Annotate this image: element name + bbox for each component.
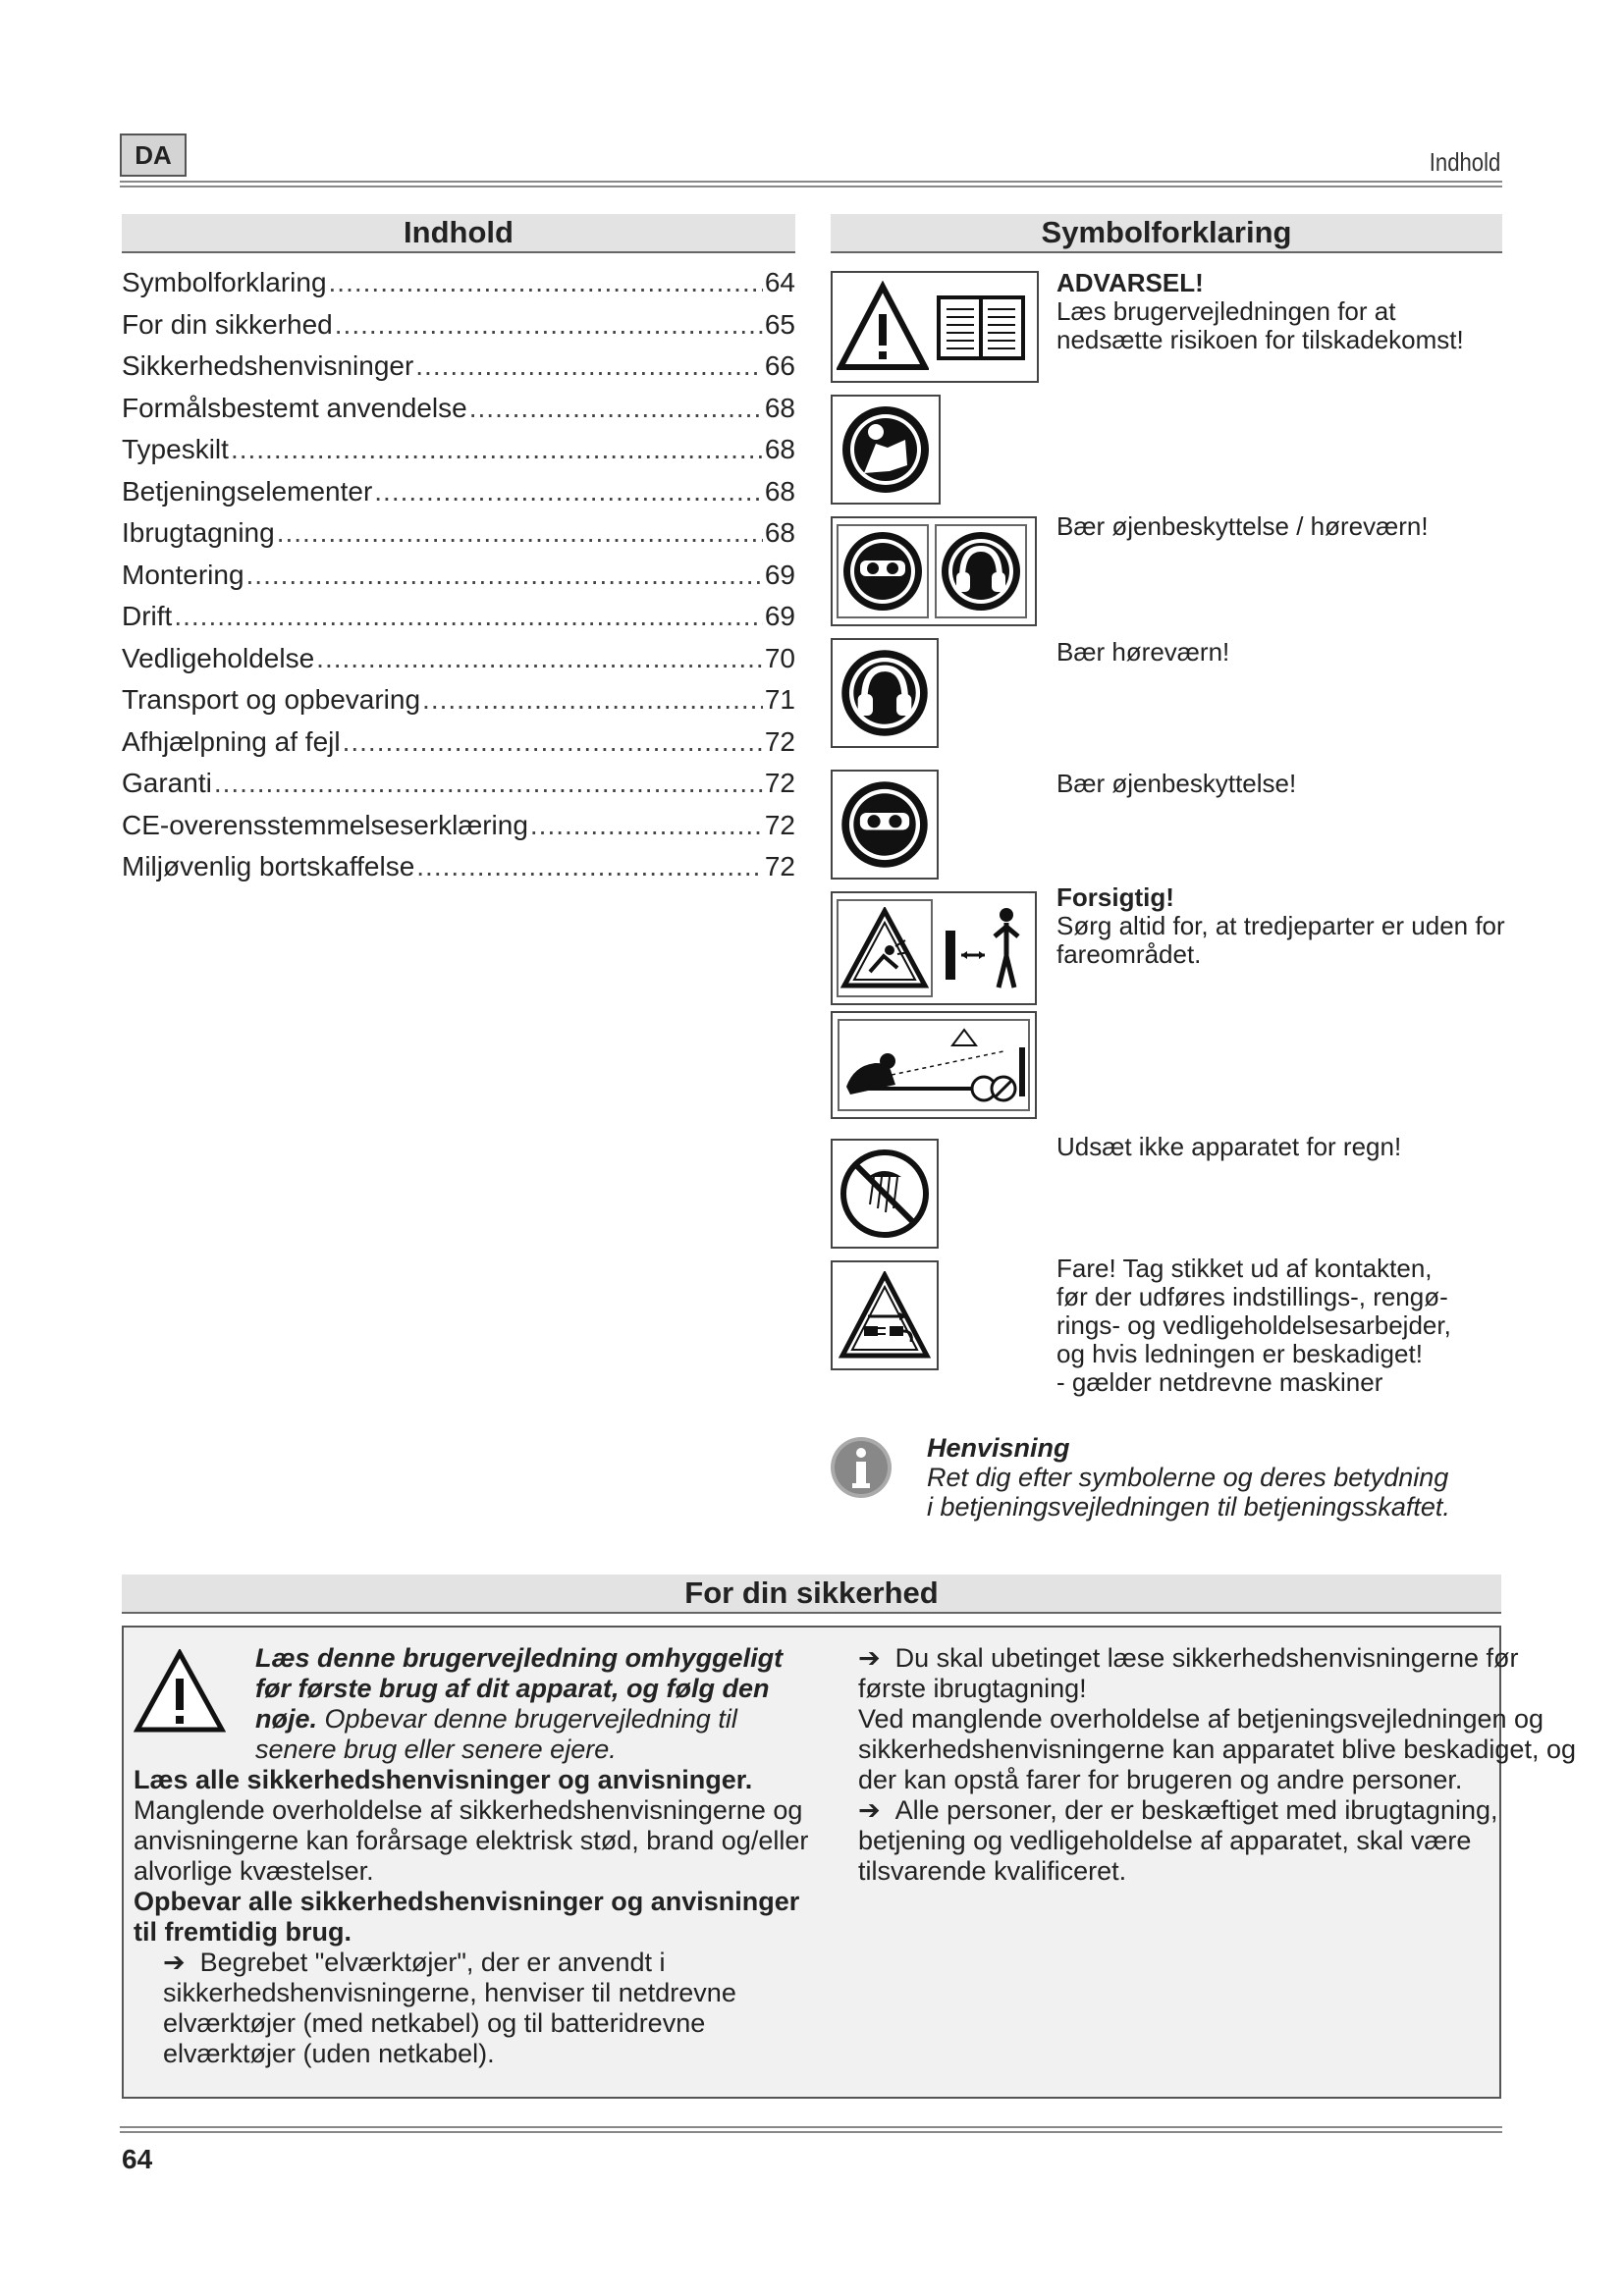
operator-distance-symbol (831, 1011, 1037, 1119)
toc-leader-dots (416, 851, 763, 882)
unplug-line: rings- og vedligeholdelsesarbejder, (1056, 1310, 1451, 1340)
operator-distance-icon (837, 1018, 1031, 1112)
no-rain-symbol (831, 1139, 939, 1249)
safety-paragraph-1 (134, 1765, 811, 1887)
safety-p1-rest: Manglende overholdelse af sikkerhedshenvisningerne og anvisningerne kan forårsage elektrisk stød, brand og/eller alvorlige kvæstelser. (134, 1795, 809, 1886)
ear-protection-icon (939, 529, 1023, 614)
toc-entry[interactable] (122, 684, 795, 726)
thrown-objects-warning-icon (840, 907, 929, 989)
toc-entry-page: 70 (764, 642, 795, 673)
caution-text-block (1056, 883, 1508, 969)
toc-entry-title: Drift (122, 601, 173, 631)
toc-entry-page: 64 (764, 267, 795, 297)
safety-paragraph-2 (134, 1887, 811, 1948)
toc-entry-title: CE-overensstemmelseserklæring (122, 809, 528, 840)
header-rule (120, 181, 1502, 183)
read-manual-symbol (831, 395, 941, 505)
eye-protection-symbol (831, 770, 939, 880)
unplug-text-block (1056, 1255, 1508, 1397)
toc-entry-title: Sikkerhedshenvisninger (122, 350, 414, 381)
toc-entry-title: Montering (122, 559, 244, 590)
toc-entry[interactable] (122, 517, 795, 560)
toc-entry-title: Miljøvenlig bortskaffelse (122, 851, 415, 881)
toc-entry-title: Ibrugtagning (122, 517, 275, 548)
safety-box (122, 1626, 1576, 2099)
read-manual-icon (839, 402, 933, 497)
note-block (927, 1433, 1506, 1522)
toc-entry-title: Garanti (122, 768, 212, 798)
unplug-line: før der udføres indstillings-, rengø- (1056, 1282, 1448, 1311)
safety-heading: For din sikkerhed (122, 1575, 1501, 1614)
toc-entry-page: 68 (764, 475, 795, 507)
toc-leader-dots (174, 601, 763, 632)
safety-bullet-1 (134, 1948, 811, 2069)
note-line: i betjeningsvejledningen til betjeningsskaftet. (927, 1492, 1450, 1522)
toc-entry-title: Afhjælpning af fejl (122, 725, 341, 757)
safety-right-text: Du skal ubetinget læse sikkerhedshenvisningerne før første ibrugtagning! (858, 1643, 1519, 1703)
safety-left-column (134, 1643, 811, 2069)
safety-right-bullet-2 (858, 1795, 1585, 1887)
unplug-line: Fare! Tag stikket ud af kontakten, (1056, 1254, 1433, 1283)
toc-leader-dots (214, 768, 763, 799)
safety-right-column (858, 1643, 1585, 1887)
ear-protection-symbol (831, 638, 939, 748)
unplug-warning-icon (839, 1271, 931, 1360)
caution-text: Sørg altid for, at tredjeparter er uden for fareområdet. (1056, 911, 1505, 969)
toc-entry-title: Betjeningselementer (122, 475, 373, 507)
safety-intro-rest: Opbevar denne brugervejledning til senere brug eller senere ejere. (255, 1704, 737, 1764)
toc-entry-title: Typeskilt (122, 434, 229, 464)
toc-leader-dots (335, 309, 763, 341)
toc-leader-dots (422, 684, 763, 716)
warning-manual-symbol (831, 271, 1039, 383)
eye-ear-text: Bær øjenbeskyttelse / høreværn! (1056, 511, 1429, 541)
toc-entry[interactable] (122, 851, 795, 893)
toc-entry[interactable] (122, 476, 795, 518)
toc-entry-page: 69 (764, 601, 795, 631)
safety-right-text: Alle personer, der er beskæftiget med ibrugtagning, betjening og vedligeholdelse af apparatet, skal være tilsvarende kvalificeret. (858, 1795, 1498, 1886)
toc-entry[interactable] (122, 393, 795, 435)
safety-intro (134, 1643, 811, 1765)
toc-entry[interactable] (122, 810, 795, 852)
toc-leader-dots (343, 726, 763, 758)
toc-entry-title: For din sikkerhed (122, 308, 333, 340)
bystander-distance-symbol (831, 891, 1037, 1005)
toc-entry-page: 68 (764, 434, 795, 464)
toc-entry[interactable] (122, 309, 795, 351)
unplug-warning-symbol (831, 1260, 939, 1370)
toc-leader-dots (329, 267, 763, 298)
toc-heading: Indhold (122, 214, 795, 253)
safety-bullet-text: Begrebet "elværktøjer", der er anvendt i sikkerhedshenvisningerne, henviser til netdrevne elværktøjer (med netkabel) og til batteridrevne elværktøjer (uden netkabel). (163, 1948, 736, 2068)
info-icon (829, 1435, 893, 1500)
toc-leader-dots (316, 643, 763, 674)
caution-title: Forsigtig! (1056, 882, 1174, 912)
toc-entry-page: 65 (764, 308, 795, 340)
toc-entry-title: Transport og opbevaring (122, 684, 421, 715)
toc-leader-dots (231, 434, 763, 465)
header-section-label: Indhold (1429, 147, 1500, 177)
safety-right-paragraph: Ved manglende overholdelse af betjeningsvejledningen og sikkerhedshenvisningerne kan apparatet blive beskadiget, og der kan opstå farer for brugeren og andre personer. (858, 1704, 1576, 1794)
toc-entry[interactable] (122, 267, 795, 309)
arrow-icon: ➔ (858, 1643, 895, 1673)
toc-entry[interactable] (122, 350, 795, 393)
toc-leader-dots (415, 350, 763, 382)
symbols-heading: Symbolforklaring (831, 214, 1502, 253)
toc-entry[interactable] (122, 726, 795, 769)
open-book-icon (935, 288, 1027, 366)
footer-rule-2 (120, 2131, 1502, 2133)
warning-title: ADVARSEL! (1056, 268, 1204, 297)
ear-text: Bær høreværn! (1056, 637, 1230, 667)
eye-protection-icon (839, 778, 931, 871)
eye-text: Bær øjenbeskyttelse! (1056, 769, 1297, 798)
warning-triangle-icon (837, 281, 929, 373)
toc-leader-dots (277, 517, 763, 549)
toc-leader-dots (530, 810, 763, 841)
language-badge: DA (120, 133, 187, 177)
toc-entry-page: 68 (764, 392, 795, 423)
warning-text: Læs brugervejledningen for at nedsætte risikoen for tilskadekomst! (1056, 296, 1464, 354)
unplug-line: - gælder netdrevne maskiner (1056, 1367, 1383, 1397)
header-rule-2 (120, 186, 1502, 187)
toc-entry[interactable] (122, 768, 795, 810)
warning-text-block (1056, 269, 1508, 354)
toc-leader-dots (374, 476, 763, 507)
toc-entry-title: Vedligeholdelse (122, 642, 315, 673)
toc-entry-page: 72 (764, 809, 795, 840)
arrow-icon: ➔ (163, 1948, 200, 1977)
safety-p1-bold: Læs alle sikkerhedshenvisninger og anvisninger. (134, 1765, 753, 1794)
toc-entry-page: 71 (764, 684, 795, 715)
eye-ear-protection-symbol (831, 516, 1037, 626)
toc-entry-title: Symbolforklaring (122, 267, 327, 297)
arrow-icon: ➔ (858, 1795, 895, 1825)
safety-p2-bold: Opbevar alle sikkerhedshenvisninger og anvisninger til fremtidig brug. (134, 1887, 800, 1947)
toc-entry-title: Formålsbestemt anvendelse (122, 392, 467, 423)
toc-entry[interactable] (122, 601, 795, 643)
footer-rule (120, 2126, 1502, 2128)
table-of-contents (122, 267, 795, 893)
toc-entry-page: 68 (764, 517, 795, 548)
toc-entry-page: 72 (764, 768, 795, 798)
rain-text: Udsæt ikke apparatet for regn! (1056, 1132, 1402, 1161)
no-rain-icon (839, 1148, 931, 1240)
toc-entry-page: 72 (764, 851, 795, 881)
toc-entry-page: 72 (764, 725, 795, 757)
toc-entry[interactable] (122, 560, 795, 602)
toc-entry-page: 66 (764, 350, 795, 381)
toc-entry[interactable] (122, 434, 795, 476)
toc-entry-page: 69 (764, 559, 795, 590)
safety-right-bullet-1 (858, 1643, 1585, 1704)
note-line: Ret dig efter symbolerne og deres betydning (927, 1463, 1449, 1492)
note-title: Henvisning (927, 1433, 1070, 1463)
safety-intro-bold: Læs denne brugervejledning omhyggeligt før første brug af dit apparat, og følg den nøje. (255, 1643, 784, 1734)
page-number: 64 (122, 2144, 153, 2174)
keep-distance-icon (940, 901, 1028, 995)
eye-protection-icon (840, 529, 925, 614)
toc-leader-dots (246, 560, 763, 591)
ear-protection-icon (839, 647, 931, 739)
toc-entry[interactable] (122, 643, 795, 685)
unplug-line: og hvis ledningen er beskadiget! (1056, 1339, 1423, 1368)
toc-leader-dots (469, 393, 763, 424)
